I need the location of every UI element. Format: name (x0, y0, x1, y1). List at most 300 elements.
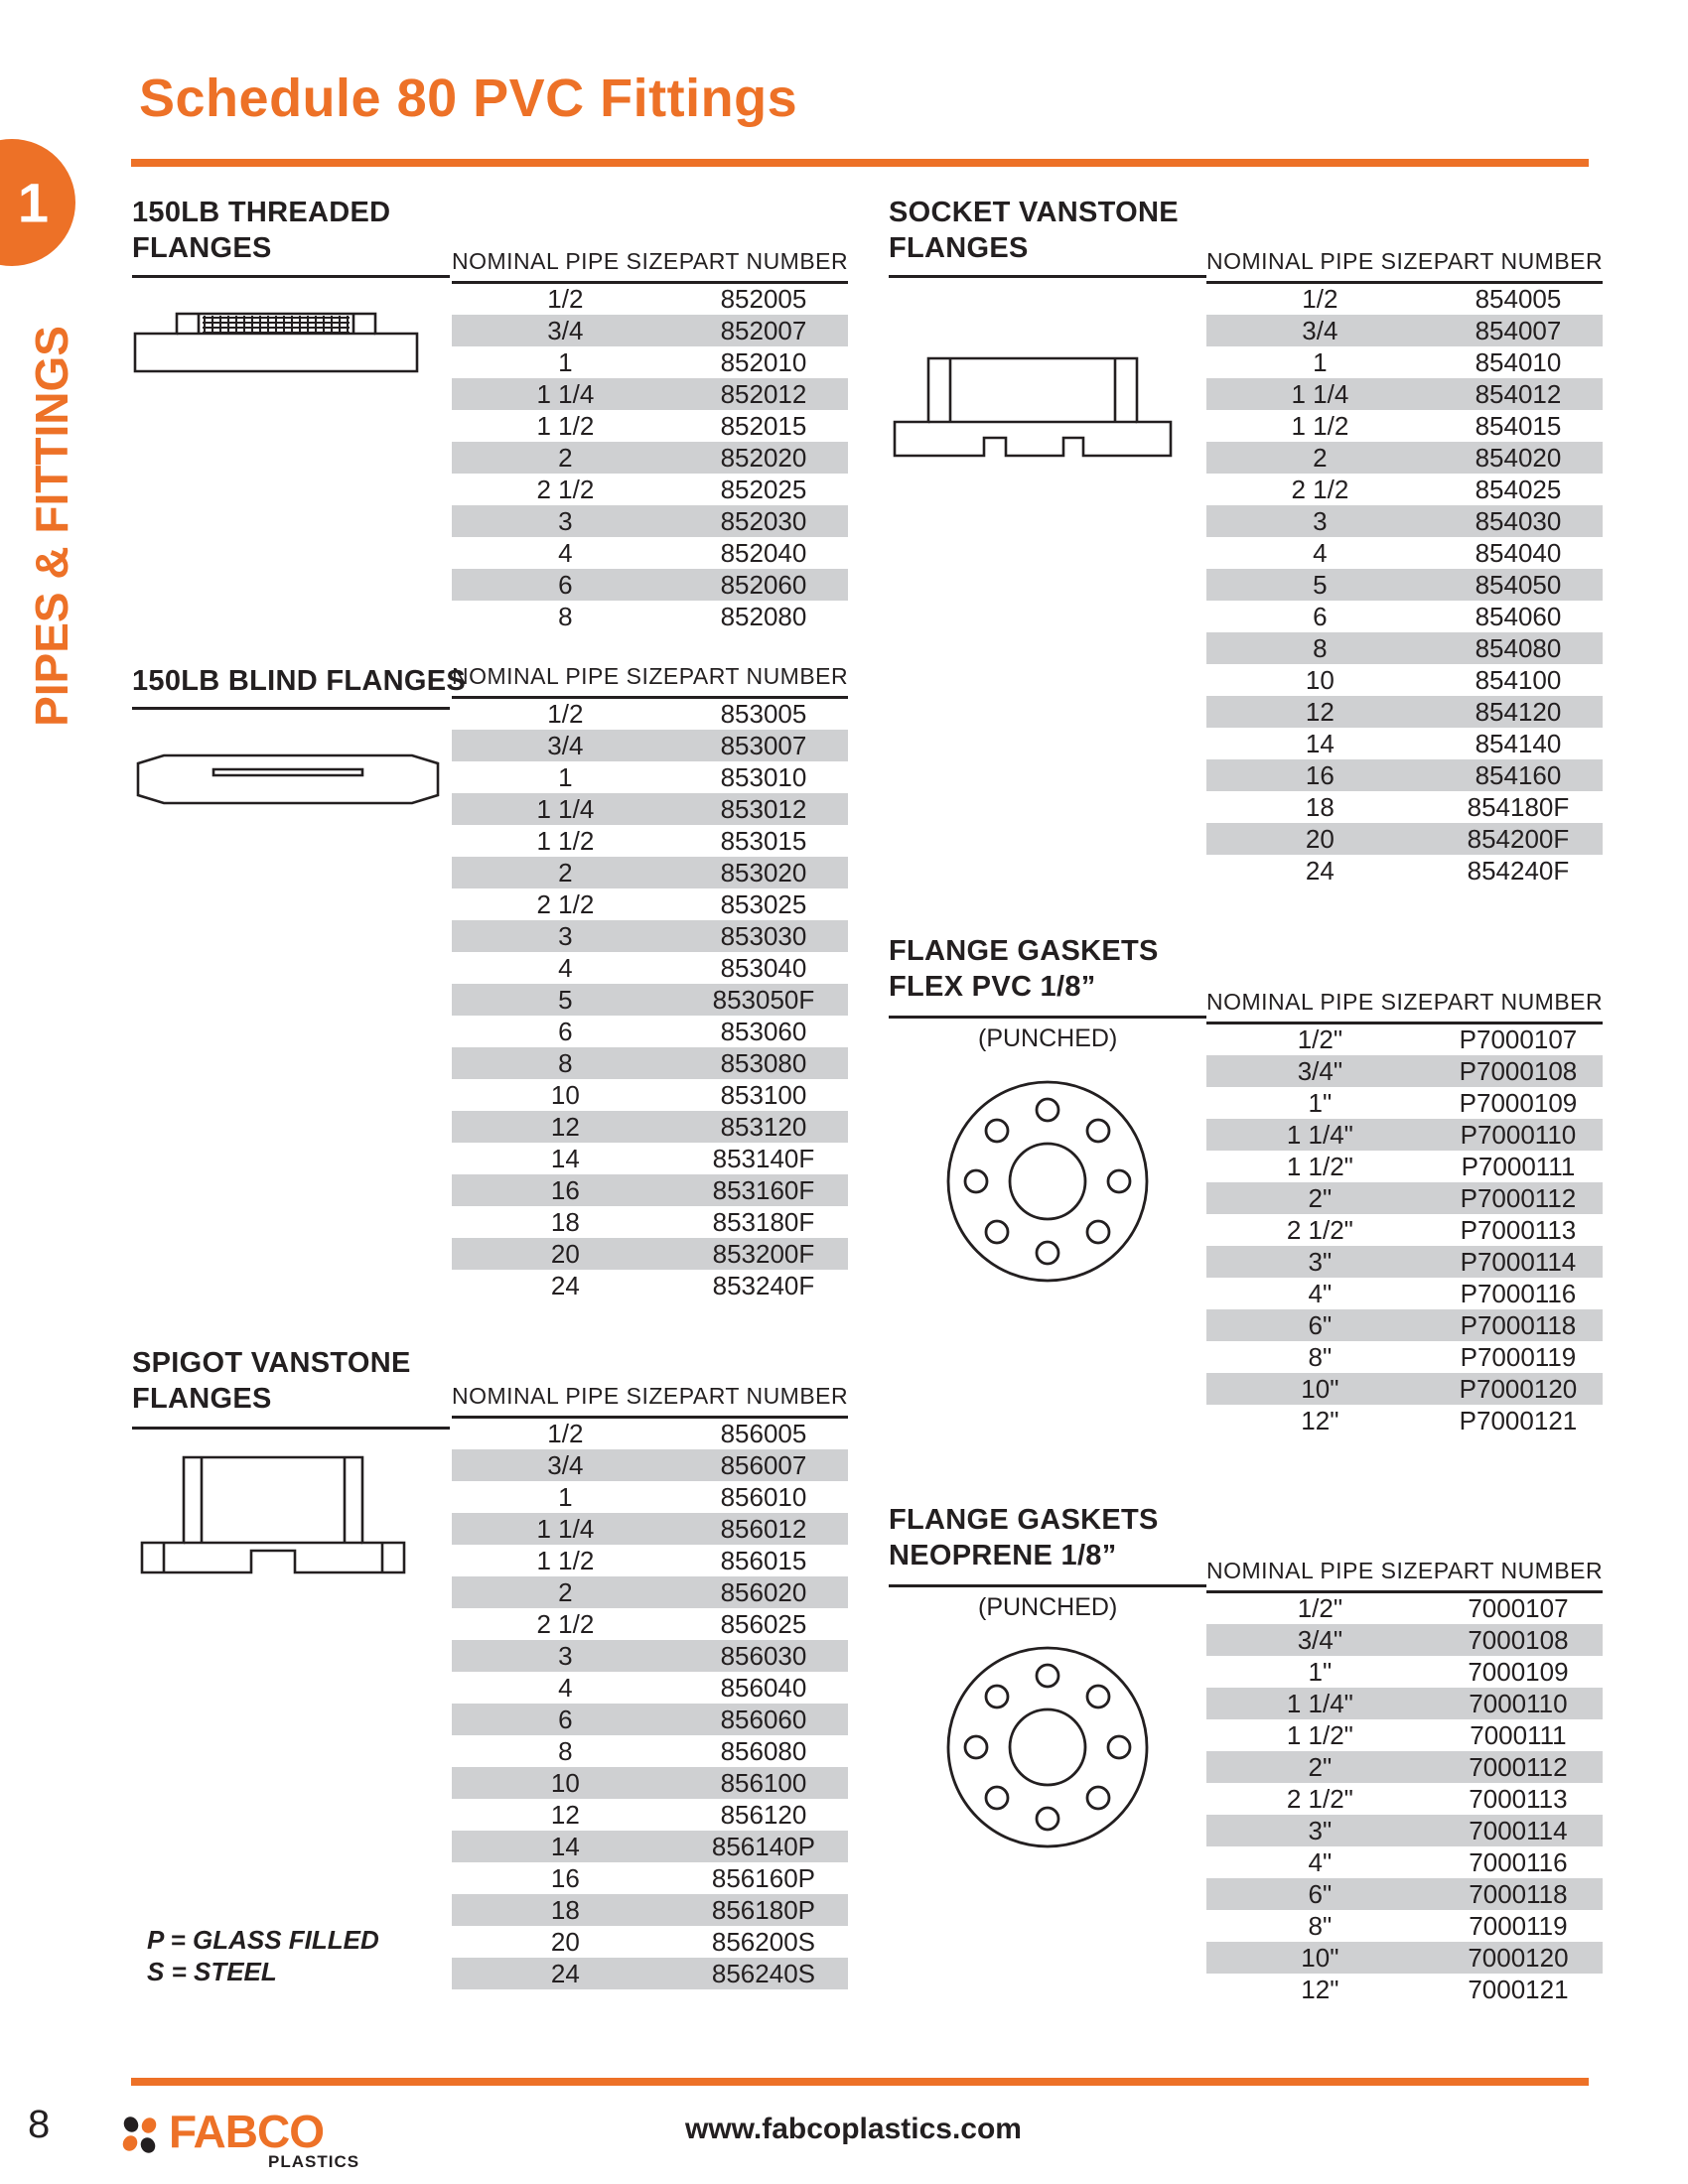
cell-nominal-pipe-size: 12" (1301, 1974, 1339, 2004)
table-row (1206, 1846, 1603, 1878)
cell-nominal-pipe-size: 6 (452, 569, 679, 601)
cell-part-number: 7000112 (1434, 1751, 1603, 1783)
cell-nominal-pipe-size: 20 (1206, 823, 1434, 855)
cell-nominal-pipe-size: 4 (558, 537, 573, 568)
table-row (1206, 759, 1603, 791)
cell-nominal-pipe-size: 1/2 (547, 284, 584, 314)
cell-nominal-pipe-size: 12 (550, 1799, 580, 1830)
table-row (1206, 378, 1603, 410)
cell-part-number: 856140P (679, 1831, 848, 1862)
rule-socket (889, 275, 1206, 278)
cell-nominal-pipe-size: 6" (1206, 1309, 1434, 1341)
table-row (452, 825, 848, 857)
cell-nominal-pipe-size: 2 (452, 1576, 679, 1608)
cell-part-number: 853005 (720, 699, 807, 729)
table-row (452, 1270, 848, 1301)
table-row (452, 761, 848, 793)
table-row (1206, 728, 1603, 759)
cell-part-number: 854040 (1475, 537, 1562, 568)
cell-nominal-pipe-size: 3" (1206, 1246, 1434, 1278)
table-row (452, 1545, 848, 1576)
cell-part-number: P7000107 (1459, 1024, 1578, 1054)
table-row (452, 1111, 848, 1143)
cell-nominal-pipe-size: 18 (1305, 791, 1335, 822)
cell-nominal-pipe-size: 1 (558, 761, 573, 792)
table-row (1206, 1878, 1603, 1910)
cell-part-number: 856100 (679, 1767, 848, 1799)
cell-nominal-pipe-size: 3 (1206, 505, 1434, 537)
table-row (452, 1449, 848, 1481)
cell-part-number: 856030 (679, 1640, 848, 1672)
cell-part-number: 852060 (679, 569, 848, 601)
table-row (452, 888, 848, 920)
table-row (452, 1735, 848, 1767)
cell-nominal-pipe-size: 1 1/2 (536, 1545, 595, 1575)
cell-part-number: 7000118 (1434, 1878, 1603, 1910)
cell-nominal-pipe-size: 10 (1305, 664, 1335, 695)
cell-nominal-pipe-size: 2 (452, 442, 679, 474)
table-row (452, 569, 848, 601)
table-threaded-flanges (452, 248, 848, 632)
cell-nominal-pipe-size: 3/4 (452, 315, 679, 346)
table-row (452, 537, 848, 569)
table-row (1206, 1214, 1603, 1246)
section-title-spigot-flanges: SPIGOT VANSTONE FLANGES (132, 1347, 411, 1415)
cell-part-number: 7000107 (1468, 1593, 1569, 1623)
column-header-part: PART NUMBER (679, 248, 848, 283)
cell-part-number: 853040 (720, 952, 807, 983)
table-row (1206, 1688, 1603, 1719)
table-row (452, 1513, 848, 1545)
cell-nominal-pipe-size: 3 (452, 505, 679, 537)
cell-part-number: P7000110 (1434, 1119, 1603, 1151)
table-row (452, 920, 848, 952)
page-title: Schedule 80 PVC Fittings (139, 68, 798, 128)
table-row (452, 1418, 848, 1450)
cell-nominal-pipe-size: 24 (1305, 855, 1335, 886)
cell-nominal-pipe-size: 2 (452, 857, 679, 888)
cell-nominal-pipe-size: 4" (1308, 1278, 1333, 1308)
cell-part-number: 854012 (1434, 378, 1603, 410)
cell-part-number: 7000119 (1469, 1910, 1568, 1941)
cell-part-number: 856160P (711, 1862, 815, 1893)
column-header-size: NOMINAL PIPE SIZE (452, 248, 679, 283)
rule-blind (132, 707, 450, 710)
table-row (452, 1926, 848, 1958)
cell-nominal-pipe-size: 3/4 (1206, 315, 1434, 346)
cell-nominal-pipe-size: 8 (452, 1047, 679, 1079)
cell-part-number: 853030 (679, 920, 848, 952)
cell-nominal-pipe-size: 5 (1206, 569, 1434, 601)
cell-nominal-pipe-size: 1/2 (547, 1419, 584, 1448)
table-row (452, 315, 848, 346)
cell-nominal-pipe-size: 1/2" (1297, 1593, 1343, 1623)
cell-nominal-pipe-size: 1 1/4 (452, 793, 679, 825)
socket-vanstone-drawing (889, 352, 1177, 462)
table-row (1206, 1278, 1603, 1309)
cell-nominal-pipe-size: 1 (558, 1481, 573, 1512)
cell-nominal-pipe-size: 12 (1206, 696, 1434, 728)
table-row (452, 474, 848, 505)
cell-nominal-pipe-size: 4 (558, 1672, 573, 1703)
column-header-part: PART NUMBER (1434, 989, 1603, 1024)
table-row (1206, 1182, 1603, 1214)
logo-wordmark: FABCO (169, 2106, 324, 2157)
table-row (1206, 1246, 1603, 1278)
column-header-size: NOMINAL PIPE SIZE (452, 1383, 679, 1418)
cell-nominal-pipe-size: 2 1/2 (536, 474, 595, 504)
table-row (452, 952, 848, 984)
cell-part-number: 856080 (720, 1735, 807, 1766)
cell-nominal-pipe-size: 18 (452, 1894, 679, 1926)
column-header-part: PART NUMBER (679, 1383, 848, 1418)
cell-nominal-pipe-size: 20 (550, 1926, 580, 1957)
table-row (1206, 1751, 1603, 1783)
cell-part-number: 852080 (720, 601, 807, 631)
cell-part-number: 7000110 (1434, 1688, 1603, 1719)
section-tab-label-vertical (22, 298, 81, 754)
fabco-logo (117, 2105, 360, 2171)
cell-nominal-pipe-size: 1 1/4" (1206, 1119, 1434, 1151)
cell-part-number: 853020 (679, 857, 848, 888)
cell-nominal-pipe-size: 1 1/4 (452, 1513, 679, 1545)
cell-nominal-pipe-size: 8" (1308, 1341, 1333, 1372)
cell-nominal-pipe-size: 2" (1206, 1182, 1434, 1214)
table-row (1206, 474, 1603, 505)
cell-nominal-pipe-size: 2 1/2 (1291, 474, 1349, 504)
column-header-part: PART NUMBER (1434, 1558, 1603, 1592)
cell-part-number: 854025 (1475, 474, 1562, 504)
cell-nominal-pipe-size: 1 1/2" (1286, 1151, 1353, 1181)
column-header-part: PART NUMBER (679, 663, 848, 698)
table-spigot-flanges (452, 1383, 848, 1989)
cell-nominal-pipe-size: 6 (558, 1016, 573, 1046)
cell-part-number: 856007 (679, 1449, 848, 1481)
footer-rule (131, 2078, 1589, 2086)
cell-nominal-pipe-size: 24 (452, 1958, 679, 1989)
cell-part-number: 856200S (711, 1926, 815, 1957)
cell-part-number: 852012 (679, 378, 848, 410)
table-row (452, 857, 848, 888)
cell-part-number: 853060 (720, 1016, 807, 1046)
cell-part-number: 854050 (1434, 569, 1603, 601)
table-row (1206, 696, 1603, 728)
cell-part-number: P7000119 (1460, 1341, 1577, 1372)
table-row (1206, 1055, 1603, 1087)
cell-part-number: 854100 (1475, 664, 1562, 695)
cell-part-number: 853200F (679, 1238, 848, 1270)
cell-part-number: 853080 (679, 1047, 848, 1079)
column-header-size: NOMINAL PIPE SIZE (1206, 248, 1434, 283)
cell-nominal-pipe-size: 6 (452, 1704, 679, 1735)
spigot-vanstone-drawing (134, 1451, 412, 1580)
cell-part-number: 852007 (679, 315, 848, 346)
cell-part-number: 853120 (679, 1111, 848, 1143)
table-row (1206, 1656, 1603, 1688)
column-header-size: NOMINAL PIPE SIZE (452, 663, 679, 698)
cell-part-number: 854160 (1434, 759, 1603, 791)
table-row (452, 1767, 848, 1799)
flower-icon (117, 2113, 163, 2158)
cell-nominal-pipe-size: 24 (550, 1270, 580, 1300)
table-row (1206, 1624, 1603, 1656)
threaded-flange-drawing (127, 298, 425, 387)
cell-part-number: 854020 (1434, 442, 1603, 474)
cell-nominal-pipe-size: 10 (550, 1079, 580, 1110)
cell-nominal-pipe-size: 10" (1206, 1373, 1434, 1405)
cell-part-number: 7000120 (1434, 1942, 1603, 1974)
cell-nominal-pipe-size: 3/4" (1206, 1055, 1434, 1087)
table-row (452, 1174, 848, 1206)
cell-nominal-pipe-size: 12" (1301, 1405, 1339, 1435)
table-row (452, 1238, 848, 1270)
table-row (1206, 410, 1603, 442)
cell-part-number: 856010 (720, 1481, 807, 1512)
table-row (1206, 569, 1603, 601)
cell-nominal-pipe-size: 1 1/4 (452, 378, 679, 410)
cell-part-number: 852020 (679, 442, 848, 474)
cell-part-number: 7000116 (1469, 1846, 1568, 1877)
table-row (1206, 855, 1603, 887)
table-row (452, 1481, 848, 1513)
cell-part-number: P7000109 (1459, 1087, 1578, 1118)
cell-nominal-pipe-size: 10 (452, 1767, 679, 1799)
cell-nominal-pipe-size: 1" (1308, 1087, 1333, 1118)
section-tab-circle (0, 139, 75, 266)
cell-nominal-pipe-size: 5 (452, 984, 679, 1016)
cell-part-number: P7000121 (1459, 1405, 1578, 1435)
cell-nominal-pipe-size: 1 1/2 (536, 825, 595, 856)
cell-nominal-pipe-size: 1/2 (547, 699, 584, 729)
table-row (1206, 823, 1603, 855)
cell-part-number: 856040 (720, 1672, 807, 1703)
cell-nominal-pipe-size: 1 1/4 (1206, 378, 1434, 410)
section-title-threaded-flanges: 150LB THREADED FLANGES (132, 197, 391, 264)
table-row (452, 283, 848, 316)
cell-part-number: 852005 (720, 284, 807, 314)
table-row (1206, 1151, 1603, 1182)
table-gasket-flex (1206, 989, 1603, 1436)
table-row (1206, 1405, 1603, 1436)
table-row (452, 601, 848, 632)
cell-part-number: 856025 (720, 1608, 807, 1639)
cell-nominal-pipe-size: 12 (452, 1111, 679, 1143)
cell-nominal-pipe-size: 16 (550, 1862, 580, 1893)
cell-part-number: 854015 (1475, 410, 1562, 441)
table-row (1206, 1119, 1603, 1151)
cell-part-number: 856180P (679, 1894, 848, 1926)
table-row (1206, 1024, 1603, 1056)
note-gasket-neoprene: (PUNCHED) (978, 1593, 1118, 1621)
cell-nominal-pipe-size: 1/2" (1297, 1024, 1343, 1054)
header-rule (131, 159, 1589, 167)
cell-nominal-pipe-size: 4 (558, 952, 573, 983)
section-title-gasket-flex: FLANGE GASKETS FLEX PVC 1/8” (889, 935, 1159, 1003)
cell-nominal-pipe-size: 3/4 (452, 730, 679, 761)
cell-part-number: 852040 (720, 537, 807, 568)
cell-part-number: 7000114 (1434, 1815, 1603, 1846)
table-row (1206, 791, 1603, 823)
cell-part-number: 853007 (679, 730, 848, 761)
cell-nominal-pipe-size: 16 (452, 1174, 679, 1206)
cell-part-number: P7000118 (1434, 1309, 1603, 1341)
cell-part-number: P7000116 (1460, 1278, 1577, 1308)
table-gasket-neoprene (1206, 1558, 1603, 2005)
rule-threaded (132, 275, 450, 278)
cell-nominal-pipe-size: 2 1/2" (1286, 1783, 1353, 1814)
cell-nominal-pipe-size: 6" (1206, 1878, 1434, 1910)
table-row (1206, 1974, 1603, 2005)
cell-nominal-pipe-size: 8" (1308, 1910, 1333, 1941)
table-row (452, 1799, 848, 1831)
table-row (452, 1206, 848, 1238)
cell-part-number: 7000109 (1468, 1656, 1569, 1687)
table-row (1206, 1783, 1603, 1815)
cell-part-number: 856015 (720, 1545, 807, 1575)
cell-part-number: 853140F (712, 1143, 815, 1173)
rule-gasket-neoprene (889, 1584, 1206, 1587)
section-tab-number: 1 (17, 171, 48, 234)
cell-part-number: 854120 (1434, 696, 1603, 728)
gasket-neoprene-drawing (943, 1643, 1152, 1851)
cell-part-number: 854005 (1475, 284, 1562, 314)
cell-nominal-pipe-size: 10" (1206, 1942, 1434, 1974)
cell-part-number: 854200F (1434, 823, 1603, 855)
column-header-size: NOMINAL PIPE SIZE (1206, 1558, 1434, 1592)
cell-nominal-pipe-size: 4 (1313, 537, 1328, 568)
cell-part-number: 854180F (1467, 791, 1570, 822)
cell-nominal-pipe-size: 2 1/2" (1286, 1214, 1353, 1245)
cell-part-number: P7000114 (1434, 1246, 1603, 1278)
cell-nominal-pipe-size: 4" (1308, 1846, 1333, 1877)
table-row (1206, 632, 1603, 664)
cell-part-number: 856005 (720, 1419, 807, 1448)
table-row (452, 346, 848, 378)
cell-part-number: 854240F (1467, 855, 1570, 886)
table-row (452, 698, 848, 731)
gasket-flex-drawing (943, 1077, 1152, 1286)
cell-nominal-pipe-size: 1 (558, 346, 573, 377)
cell-nominal-pipe-size: 2" (1206, 1751, 1434, 1783)
table-row (452, 1672, 848, 1704)
table-row (452, 1047, 848, 1079)
cell-part-number: P7000120 (1434, 1373, 1603, 1405)
website-url: www.fabcoplastics.com (685, 2113, 1022, 2145)
table-row (452, 793, 848, 825)
cell-part-number: P7000111 (1461, 1151, 1576, 1181)
table-row (1206, 1719, 1603, 1751)
cell-part-number: 856060 (679, 1704, 848, 1735)
rule-spigot (132, 1427, 450, 1430)
cell-nominal-pipe-size: 14 (550, 1143, 580, 1173)
note-gasket-flex: (PUNCHED) (978, 1024, 1118, 1052)
logo-subtext: PLASTICS (268, 2152, 360, 2171)
table-row (1206, 1592, 1603, 1625)
rule-gasket-flex (889, 1016, 1206, 1019)
table-row (452, 1704, 848, 1735)
cell-nominal-pipe-size: 3 (452, 1640, 679, 1672)
table-socket-flanges (1206, 248, 1603, 887)
cell-part-number: 856240S (679, 1958, 848, 1989)
table-row (1206, 505, 1603, 537)
section-title-gasket-neoprene: FLANGE GASKETS NEOPRENE 1/8” (889, 1504, 1159, 1571)
cell-part-number: 852015 (720, 410, 807, 441)
cell-nominal-pipe-size: 1 1/2 (1291, 410, 1349, 441)
table-row (1206, 1309, 1603, 1341)
cell-part-number: 854030 (1434, 505, 1603, 537)
cell-nominal-pipe-size: 20 (452, 1238, 679, 1270)
table-row (1206, 315, 1603, 346)
cell-part-number: 854010 (1475, 346, 1562, 377)
cell-part-number: 854060 (1475, 601, 1562, 631)
cell-part-number: 7000111 (1470, 1719, 1567, 1750)
column-header-part: PART NUMBER (1434, 248, 1603, 283)
cell-part-number: 7000113 (1469, 1783, 1568, 1814)
cell-part-number: 854007 (1434, 315, 1603, 346)
cell-part-number: 853180F (712, 1206, 815, 1237)
table-row (452, 984, 848, 1016)
cell-part-number: 7000108 (1434, 1624, 1603, 1656)
table-row (1206, 346, 1603, 378)
cell-nominal-pipe-size: 1/2 (1302, 284, 1338, 314)
table-row (452, 1862, 848, 1894)
cell-nominal-pipe-size: 1 (1313, 346, 1328, 377)
cell-part-number: 856020 (679, 1576, 848, 1608)
table-row (452, 1640, 848, 1672)
column-header-size: NOMINAL PIPE SIZE (1206, 989, 1434, 1024)
cell-nominal-pipe-size: 2 1/2 (536, 1608, 595, 1639)
table-row (452, 378, 848, 410)
table-row (1206, 283, 1603, 316)
table-row (1206, 1373, 1603, 1405)
cell-nominal-pipe-size: 14 (1305, 728, 1335, 758)
table-row (1206, 1910, 1603, 1942)
cell-part-number: 853100 (720, 1079, 807, 1110)
page-number: 8 (28, 2103, 51, 2146)
cell-part-number: 853012 (679, 793, 848, 825)
cell-part-number: 853015 (720, 825, 807, 856)
legend-spigot: P = GLASS FILLED S = STEEL (147, 1925, 379, 1986)
cell-part-number: 852025 (720, 474, 807, 504)
cell-nominal-pipe-size: 3/4" (1206, 1624, 1434, 1656)
cell-nominal-pipe-size: 2 (1206, 442, 1434, 474)
table-row (452, 1576, 848, 1608)
section-title-socket-flanges: SOCKET VANSTONE FLANGES (889, 197, 1179, 264)
table-row (452, 505, 848, 537)
table-row (1206, 1815, 1603, 1846)
table-row (452, 1143, 848, 1174)
cell-part-number: 853025 (720, 888, 807, 919)
table-row (452, 1958, 848, 1989)
cell-part-number: 852030 (679, 505, 848, 537)
table-row (452, 730, 848, 761)
cell-part-number: P7000108 (1434, 1055, 1603, 1087)
cell-nominal-pipe-size: 3" (1206, 1815, 1434, 1846)
cell-nominal-pipe-size: 3 (452, 920, 679, 952)
cell-nominal-pipe-size: 3/4 (452, 1449, 679, 1481)
table-row (1206, 1942, 1603, 1974)
table-row (452, 1079, 848, 1111)
cell-part-number: P7000112 (1434, 1182, 1603, 1214)
cell-part-number: 854140 (1475, 728, 1562, 758)
cell-part-number: P7000113 (1460, 1214, 1577, 1245)
section-title-blind-flanges: 150LB BLIND FLANGES (132, 665, 467, 697)
table-row (1206, 664, 1603, 696)
cell-nominal-pipe-size: 1 1/2 (536, 410, 595, 441)
table-blind-flanges (452, 663, 848, 1301)
table-row (452, 410, 848, 442)
cell-nominal-pipe-size: 8 (1206, 632, 1434, 664)
